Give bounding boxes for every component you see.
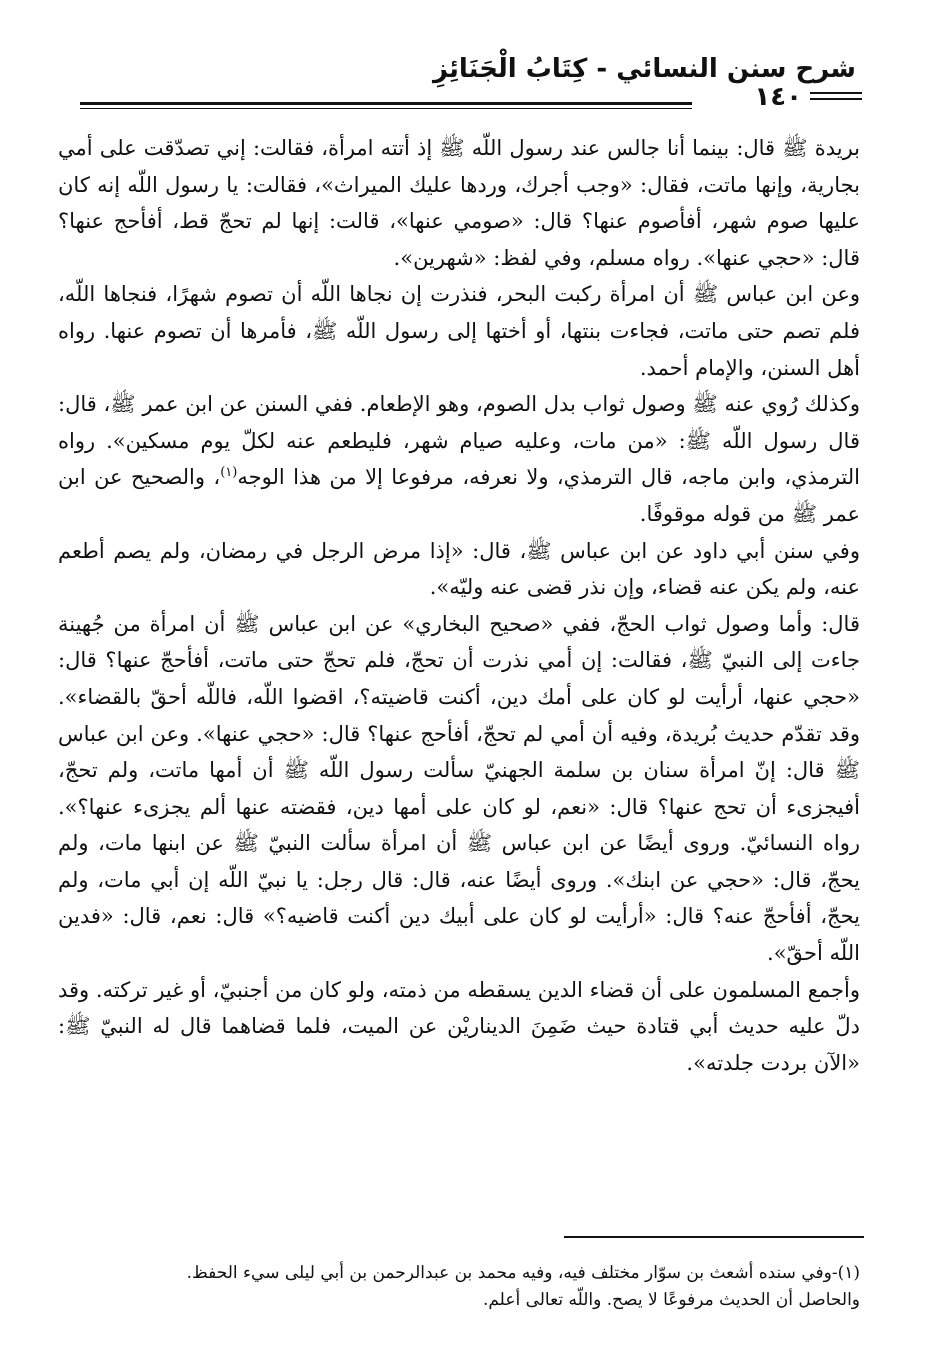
paragraph-6: وأجمع المسلمون على أن قضاء الدين يسقطه من ذمته، ولو كان من أجنبيّ، أو غير تركته. وقد دلّ عليه حديث أبي قتادة حيث ضَمِنَ الديناريْن عن الميت، فلما قضاهما قال له النبيّ ﷺ: «الآن بردت جلدته». — [58, 977, 860, 1075]
page-number: ١٤٠ — [754, 82, 802, 112]
page-header — [80, 46, 862, 116]
paragraph-5: قال: وأما وصول ثواب الحجّ، ففي «صحيح البخاري» عن ابن عباس ﷺ أن امرأة من جُهينة جاءت إلى النبيّ ﷺ، فقالت: إن أمي نذرت أن تحجّ، فلم تحجّ حتى ماتت، أفأحجّ عنها؟ قال: «حجي عنها، أرأيت لو كان على أمك دين، أكنت قاضيته؟، اقضوا اللّه، فاللّه أحقّ بالقضاء». وقد تقدّم حديث بُريدة، وفيه أن أمي لم تحجّ، أفأحج عنها؟ قال: «حجي عنها». وعن ابن عباس ﷺ قال: إنّ امرأة سنان بن سلمة الجهنيّ سألت رسول اللّه ﷺ أن أمها ماتت، ولم تحجّ، أفيجزىء أن تحج عنها؟ قال: «نعم، لو كان على أمها دين، فقضته عنها ألم يجزىء عنها؟». رواه النسائيّ. وروى أيضًا عن ابن عباس ﷺ أن امرأة سألت النبيّ ﷺ عن ابنها مات، ولم يحجّ، قال: «حجي عن ابنك». وروى أيضًا عنه، قال: قال رجل: يا نبيّ اللّه إن أبي مات، ولم يحجّ، أفأحجّ عنه؟ قال: «أرأيت لو كان على أبيك دين أكنت قاضيه؟» قال: نعم، قال: «فدين اللّه أحقّ». — [58, 611, 860, 966]
header-rule — [80, 102, 692, 105]
footnote — [58, 1260, 860, 1314]
running-title: شرح سنن النسائي - كِتَابُ الْجَنَائِزِ — [432, 54, 856, 84]
paragraph-3-tail: ، والصحيح عن ابن عمر ﷺ من قوله موقوفًا. — [58, 465, 860, 526]
footnote-reference[interactable]: (١) — [220, 465, 238, 481]
footnote-line-2: والحاصل أن الحديث مرفوعًا لا يصح. واللّه تعالى أعلم. — [482, 1290, 860, 1310]
footnote-line-1: (١)-وفي سنده أشعث بن سوّار مختلف فيه، وفيه محمد بن عبدالرحمن بن أبي ليلى سيء الحفظ. — [186, 1263, 860, 1283]
paragraph-1: بريدة ﷺ قال: بينما أنا جالس عند رسول اللّه ﷺ إذ أتته امرأة، فقالت: إني تصدّقت على أمي بجارية، وإنها ماتت، فقال: «وجب أجرك، وردها عليك الميراث»، فقالت: يا رسول اللّه إنه كان عليها صوم شهر، أفأصوم عنها؟ قال: «صومي عنها»، قالت: إنها لم تحجّ قط، أفأحج عنها؟ قال: «حجي عنها». رواه مسلم، وفي لفظ: «شهرين». — [58, 136, 860, 270]
page-number-rule — [810, 92, 862, 94]
paragraph-2: وعن ابن عباس ﷺ أن امرأة ركبت البحر، فنذرت إن نجاها اللّه أن تصوم شهرًا، فنجاها اللّه، فلم تصم حتى ماتت، فجاءت بنتها، أو أختها إلى رسول اللّه ﷺ، فأمرها أن تصوم عنها. رواه أهل السنن، والإمام أحمد. — [58, 282, 860, 380]
footnote-separator — [564, 1236, 864, 1238]
paragraph-4: وفي سنن أبي داود عن ابن عباس ﷺ، قال: «إذا مرض الرجل في رمضان، ولم يصم أطعم عنه، ولم يكن عنه قضاء، وإن نذر قضى عنه وليّه». — [58, 538, 860, 600]
page-number-rule-2 — [810, 98, 862, 100]
paragraph-3 — [58, 386, 860, 532]
main-text — [58, 130, 860, 1081]
header-rule-thin — [80, 108, 692, 109]
paragraph-3-text: وكذلك رُوي عنه ﷺ وصول ثواب بدل الصوم، وهو الإطعام. ففي السنن عن ابن عمر ﷺ، قال: قال رسول اللّه ﷺ: «من مات، وعليه صيام شهر، فليطعم عنه لكلّ يوم مسكين». رواه الترمذي، وابن ماجه، قال الترمذي، ولا نعرفه، مرفوعا إلا من هذا الوجه — [58, 392, 860, 490]
